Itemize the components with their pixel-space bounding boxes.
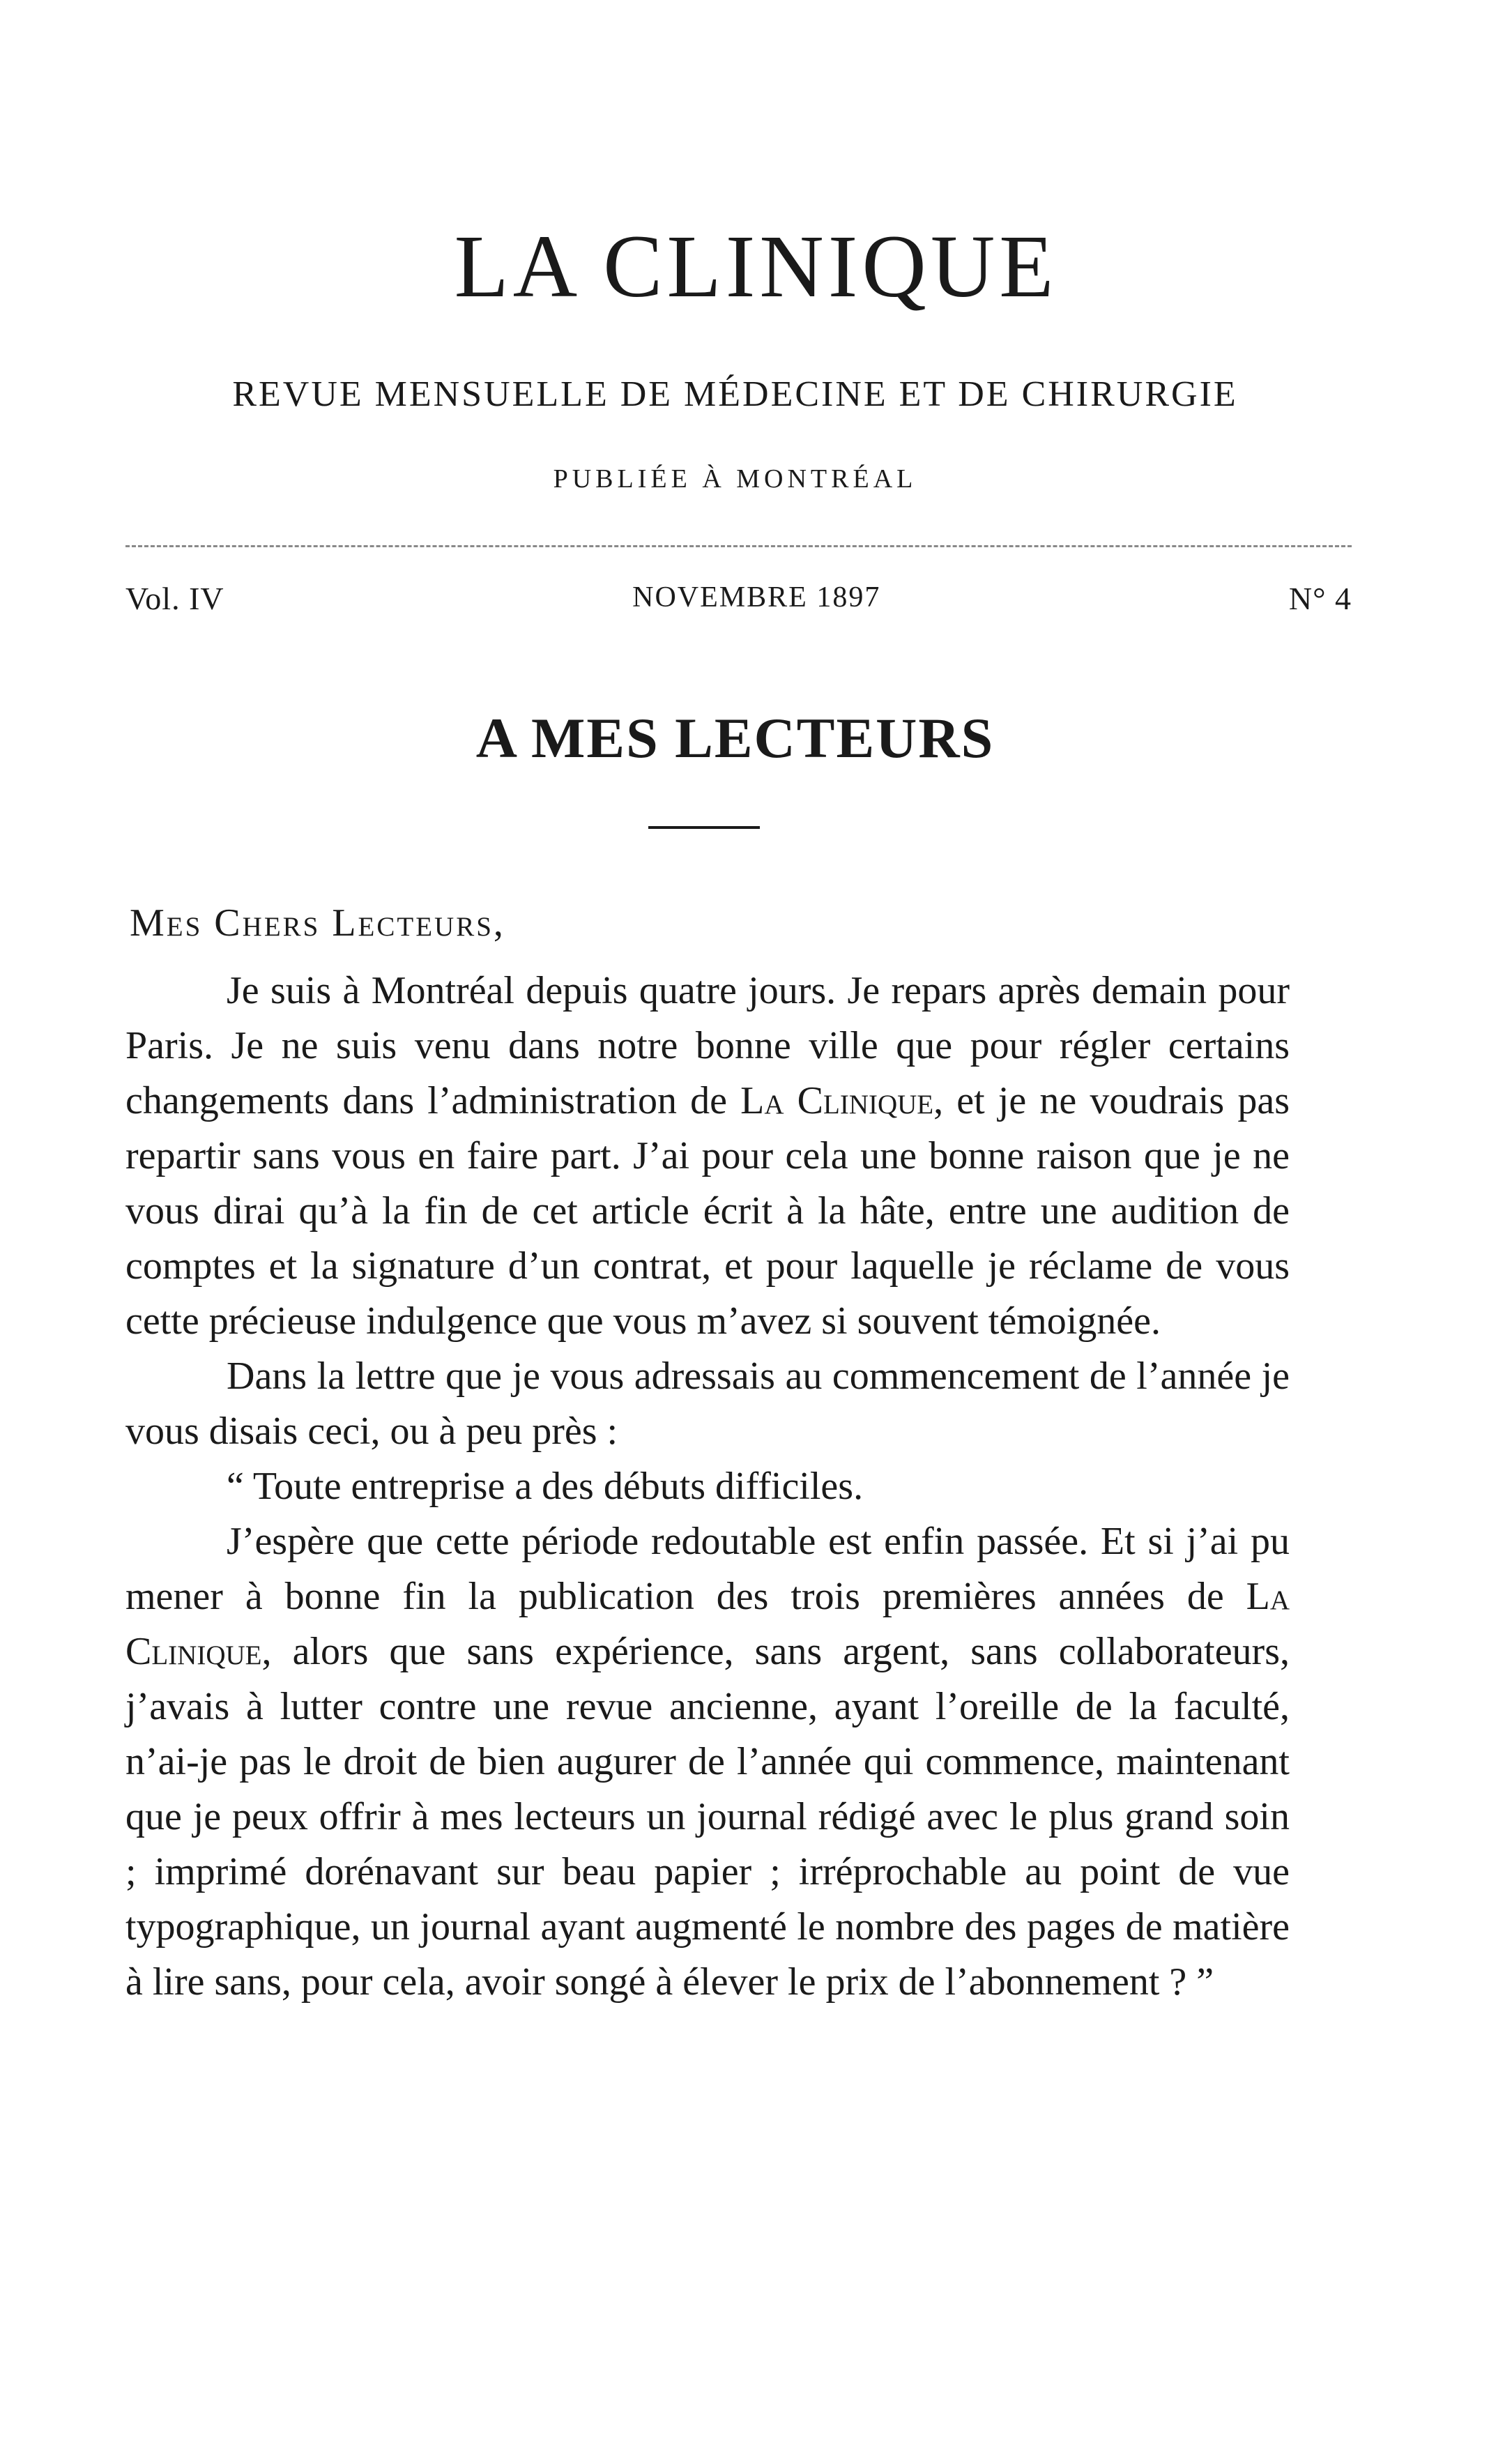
header-divider — [125, 545, 1352, 547]
journal-subtitle: REVUE MENSUELLE DE MÉDECINE ET DE CHIRURGIE — [232, 374, 1238, 414]
journal-name-inline: La Clinique — [125, 1575, 1290, 1673]
salutation: Mes Chers Lecteurs, — [130, 901, 505, 945]
journal-title: LA CLINIQUE — [454, 217, 1058, 316]
volume-number: Vol. IV — [125, 581, 224, 616]
article-title: A MES LECTEURS — [475, 706, 995, 770]
article-body — [125, 963, 1290, 2010]
issue-line — [125, 583, 1352, 615]
publication-place: PUBLIÉE À MONTRÉAL — [553, 464, 917, 494]
issue-number: N° 4 — [1288, 581, 1352, 616]
journal-name-inline: La Clinique — [740, 1079, 934, 1122]
paragraph-1: Je suis à Montréal depuis quatre jours. Je repars après demain pour Paris. Je ne suis venu dans notre bonne ville que pour régler certains changements dans l’administration de La Clinique, et je ne voudrais pas repartir sans vous en faire part. J’ai pour cela une bonne raison que je ne vous dirai qu’à la fin de cet article écrit à la hâte, entre une audition de comptes et la signature d’un contrat, et pour laquelle je réclame de vous cette précieuse indulgence que vous m’avez si souvent témoignée. — [125, 969, 1290, 1343]
issue-date: NOVEMBRE 1897 — [632, 581, 881, 613]
paragraph-3: “ Toute entreprise a des débuts difficiles. — [227, 1465, 864, 1508]
paragraph-2: Dans la lettre que je vous adressais au commencement de l’année je vous disais ceci, ou à peu près : — [125, 1355, 1290, 1453]
paragraph-4: J’espère que cette période redoutable est enfin passée. Et si j’ai pu mener à bonne fin la publication des trois premières années de La Clinique, alors que sans expérience, sans argent, sans collaborateurs, j’avais à lutter contre une revue ancienne, ayant l’oreille de la faculté, n’ai-je pas le droit de bien augurer de l’année qui commence, maintenant que je peux offrir à mes lecteurs un journal rédigé avec le plus grand soin ; imprimé dorénavant sur beau papier ; irréprochable au point de vue typographique, un journal ayant augmenté le nombre des pages de matière à lire sans, pour cela, avoir songé à élever le prix de l’abonnement ? ” — [125, 1520, 1290, 2004]
title-rule — [648, 826, 760, 829]
